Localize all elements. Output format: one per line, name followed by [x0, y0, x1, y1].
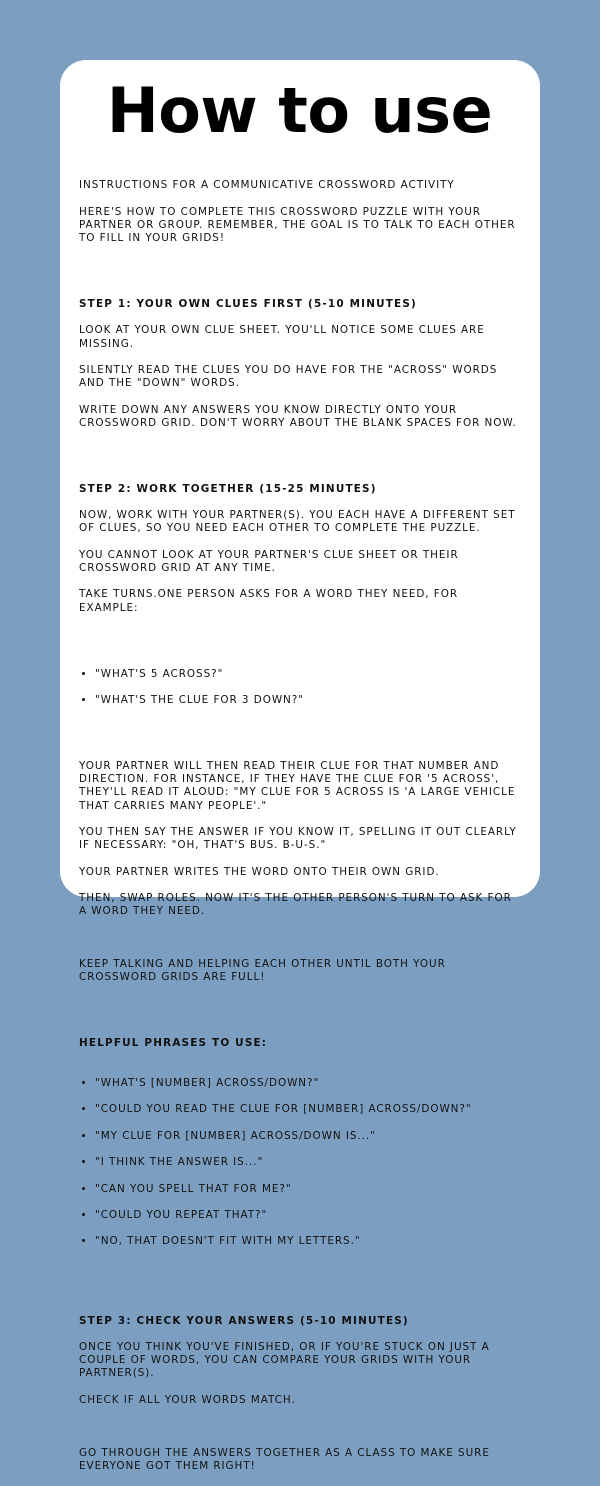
step1-line: SILENTLY READ THE CLUES YOU DO HAVE FOR THE "ACROSS" WORDS AND THE "DOWN" WORDS.	[79, 364, 498, 390]
step3-closing: GO THROUGH THE ANSWERS TOGETHER AS A CLASS TO MAKE SURE EVERYONE GOT THEM RIGHT!	[79, 1446, 490, 1472]
phrases-heading: HELPFUL PHRASES TO USE:	[79, 1037, 268, 1050]
example-list	[79, 654, 520, 720]
step3-heading: STEP 3: CHECK YOUR ANSWERS (5-10 MINUTES)	[79, 1314, 409, 1327]
instruction-card	[60, 60, 540, 1472]
step2-line: YOU THEN SAY THE ANSWER IF YOU KNOW IT, SPELLING IT OUT CLEARLY IF NECESSARY: "OH, THAT'S BUS. B-U-S."	[79, 826, 517, 852]
intro-text: HERE'S HOW TO COMPLETE THIS CROSSWORD PUZZLE WITH YOUR PARTNER OR GROUP. REMEMBER, THE GOAL IS TO TALK TO EACH OTHER TO FILL IN YOUR GRIDS!	[79, 205, 516, 245]
step1-heading: STEP 1: YOUR OWN CLUES FIRST (5-10 MINUTES)	[79, 298, 417, 311]
example-item: • "WHAT'S THE CLUE FOR 3 DOWN?"	[95, 694, 520, 707]
page-title: How to use	[106, 74, 493, 147]
phrase-item: • "MY CLUE FOR [NUMBER] ACROSS/DOWN IS..."	[95, 1130, 520, 1143]
step1-line: LOOK AT YOUR OWN CLUE SHEET. YOU'LL NOTICE SOME CLUES ARE MISSING.	[79, 324, 485, 350]
phrase-item: • "I THINK THE ANSWER IS..."	[95, 1156, 520, 1169]
step2-line: THEN, SWAP ROLES. NOW IT'S THE OTHER PERSON'S TURN TO ASK FOR A WORD THEY NEED.	[79, 892, 512, 918]
example-item: • "WHAT'S 5 ACROSS?"	[95, 668, 520, 681]
step2-heading: STEP 2: WORK TOGETHER (15-25 MINUTES)	[79, 482, 377, 495]
step3-line: CHECK IF ALL YOUR WORDS MATCH.	[79, 1393, 296, 1406]
phrase-item: • "WHAT'S [NUMBER] ACROSS/DOWN?"	[95, 1077, 520, 1090]
step3-line: ONCE YOU THINK YOU'VE FINISHED, OR IF YOU'RE STUCK ON JUST A COUPLE OF WORDS, YOU CAN COMPARE YOUR GRIDS WITH YOUR PARTNER(S).	[79, 1340, 490, 1380]
phrase-item: • "NO, THAT DOESN'T FIT WITH MY LETTERS."	[95, 1235, 520, 1248]
step2-line: YOUR PARTNER WRITES THE WORD ONTO THEIR OWN GRID.	[79, 865, 440, 878]
phrases-list	[79, 1064, 520, 1262]
step2-line: NOW, WORK WITH YOUR PARTNER(S). YOU EACH HAVE A DIFFERENT SET OF CLUES, SO YOU NEED EACH OTHER TO COMPLETE THE PUZZLE.	[79, 509, 516, 535]
phrase-item: • "COULD YOU REPEAT THAT?"	[95, 1209, 520, 1222]
step2-closing: KEEP TALKING AND HELPING EACH OTHER UNTIL BOTH YOUR CROSSWORD GRIDS ARE FULL!	[79, 958, 446, 984]
intro-heading: INSTRUCTIONS FOR A COMMUNICATIVE CROSSWORD ACTIVITY	[79, 179, 455, 192]
phrase-item: • "CAN YOU SPELL THAT FOR ME?"	[95, 1183, 520, 1196]
instructions-body	[79, 166, 520, 1486]
step2-line: TAKE TURNS.ONE PERSON ASKS FOR A WORD THEY NEED, FOR EXAMPLE:	[79, 588, 459, 614]
step2-line: YOU CANNOT LOOK AT YOUR PARTNER'S CLUE SHEET OR THEIR CROSSWORD GRID AT ANY TIME.	[79, 548, 459, 575]
phrase-item: • "COULD YOU READ THE CLUE FOR [NUMBER] ACROSS/DOWN?"	[95, 1103, 520, 1116]
step1-line: WRITE DOWN ANY ANSWERS YOU KNOW DIRECTLY ONTO YOUR CROSSWORD GRID. DON'T WORRY ABOUT THE BLANK SPACES FOR NOW.	[79, 403, 517, 429]
step2-line: YOUR PARTNER WILL THEN READ THEIR CLUE FOR THAT NUMBER AND DIRECTION. FOR INSTANCE, IF THEY HAVE THE CLUE FOR '5 ACROSS', THEY'LL READ IT ALOUD: "MY CLUE FOR 5 ACROSS IS 'A LARGE VEHICLE THAT CARRIES MANY PEOPLE'."	[79, 760, 516, 812]
